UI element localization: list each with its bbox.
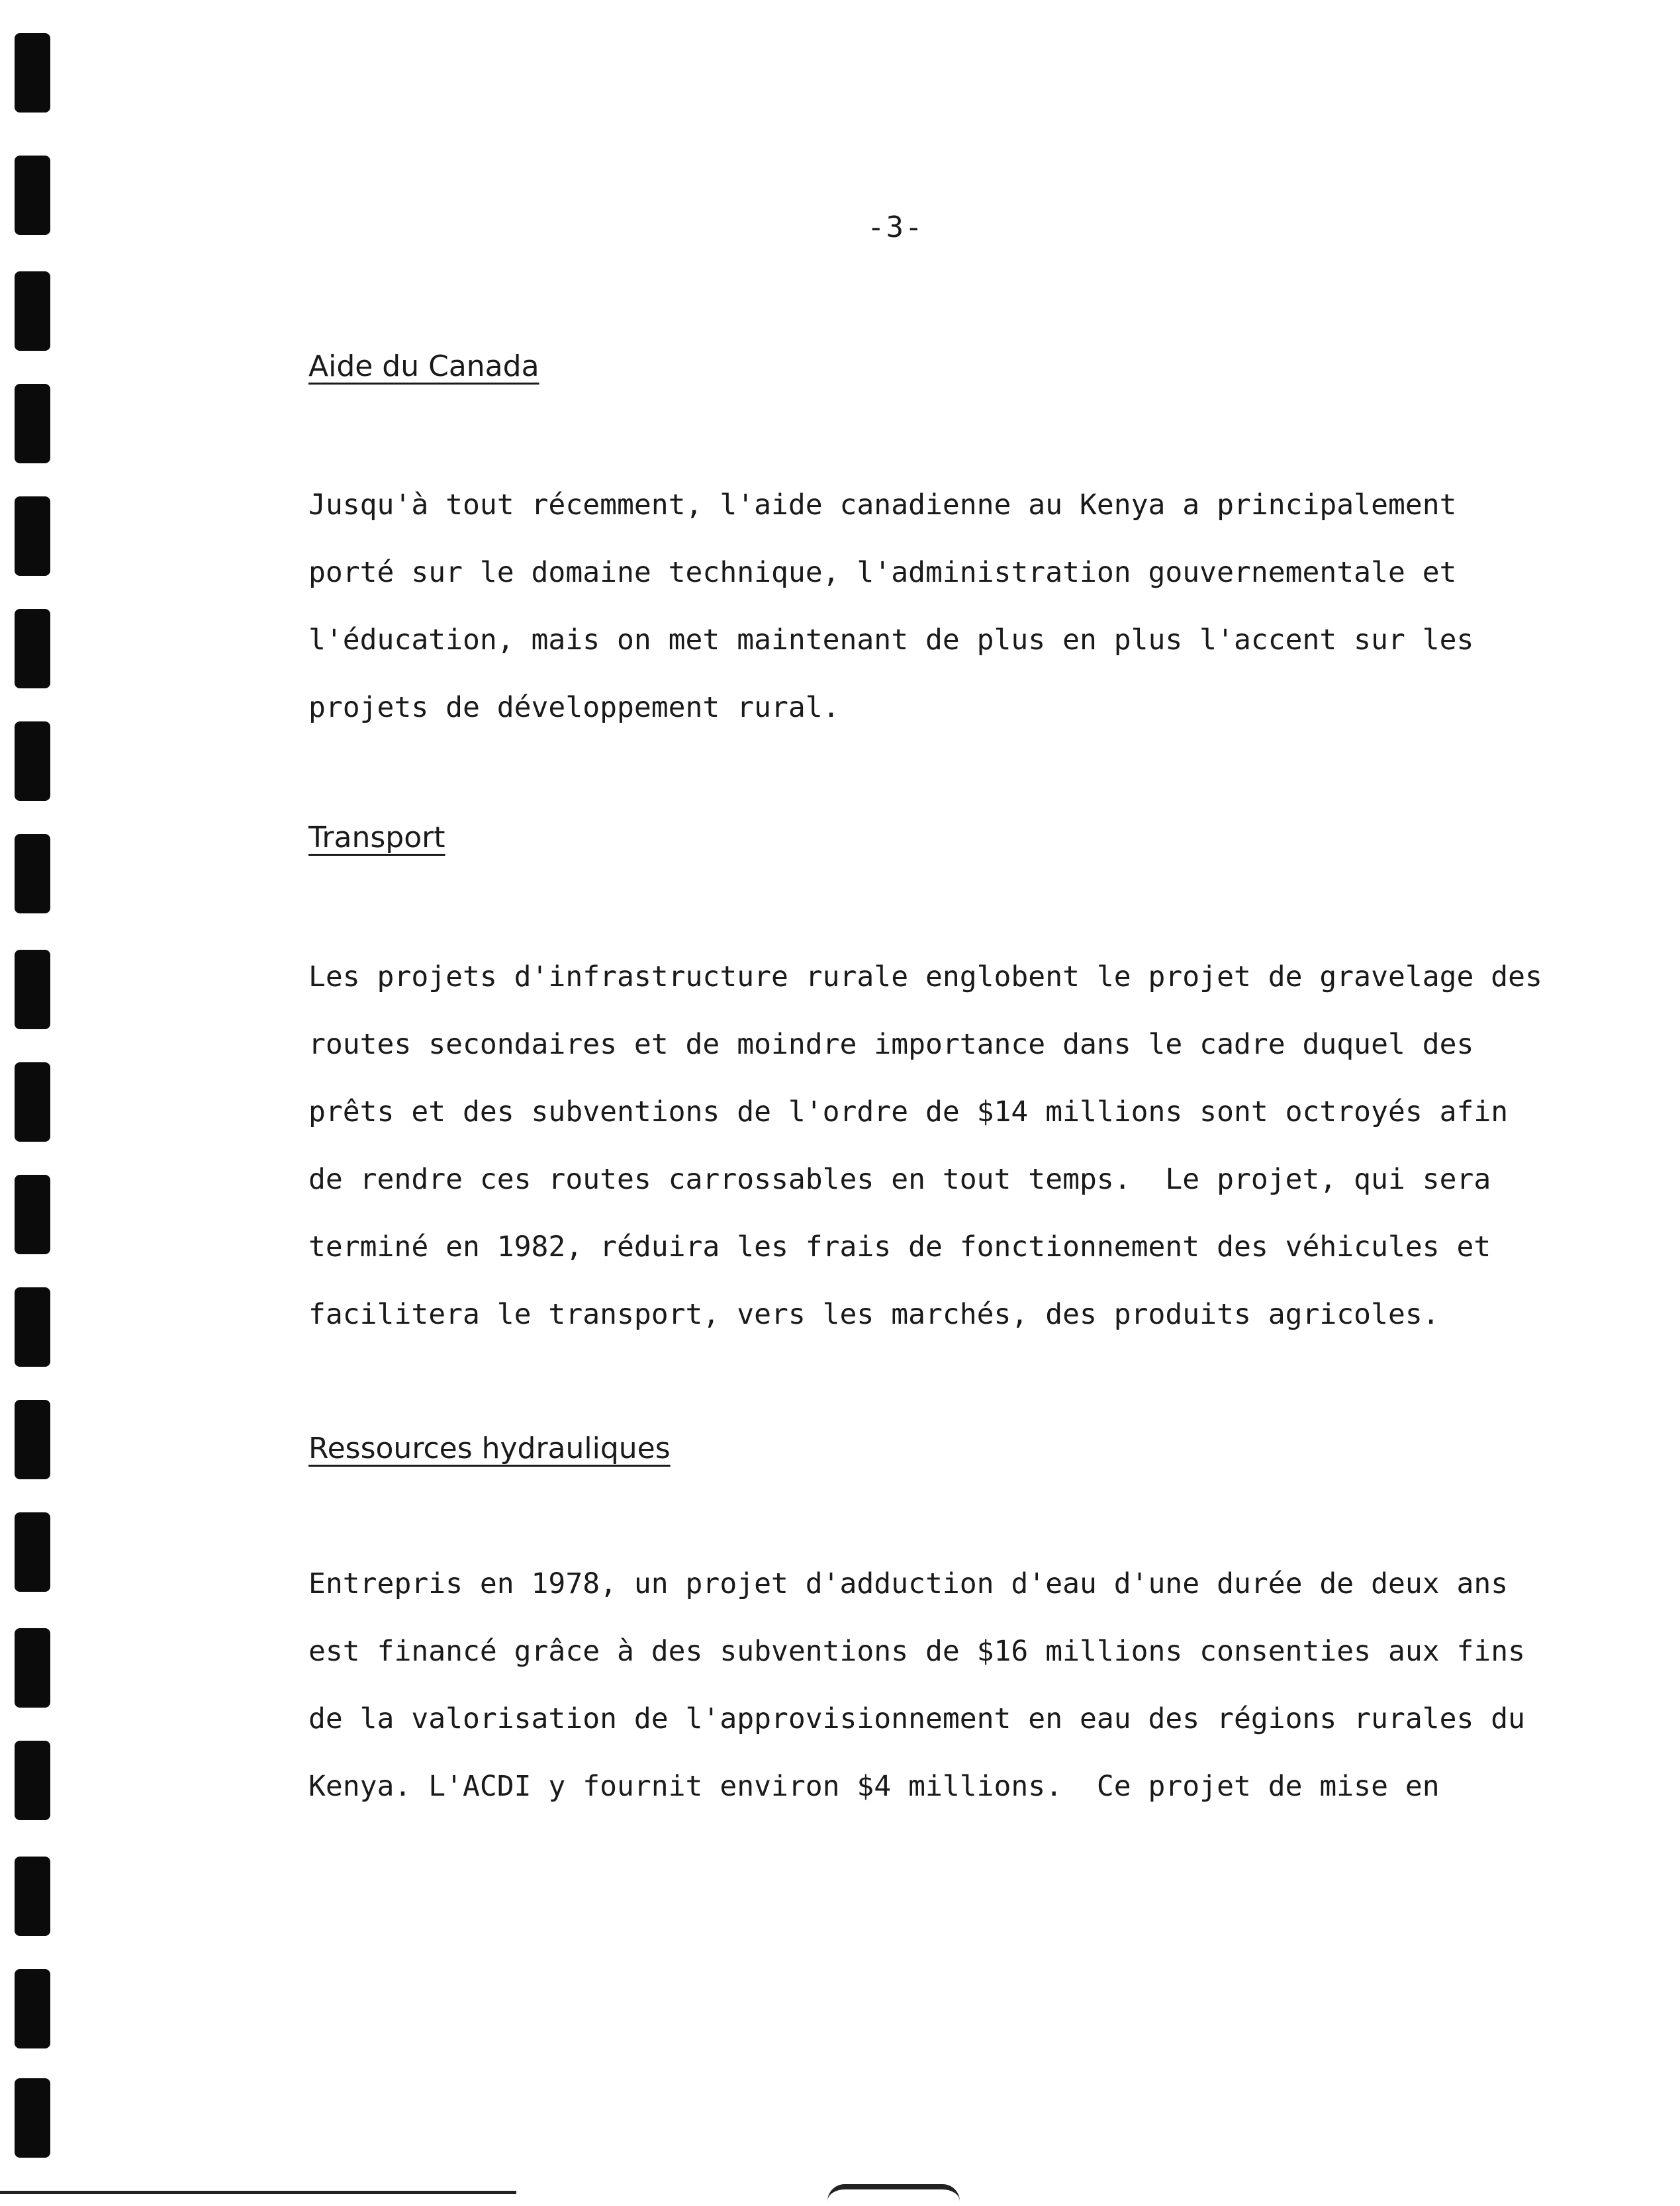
binding-block xyxy=(15,1857,50,1936)
binding-block xyxy=(15,384,50,463)
paragraph-line: projets de développement rural. xyxy=(308,691,840,724)
binding-strip xyxy=(15,33,52,2144)
binding-block xyxy=(15,33,50,113)
binding-block xyxy=(15,721,50,801)
binding-block xyxy=(15,950,50,1029)
binding-block xyxy=(15,1062,50,1142)
section-heading-aide-du-canada: Aide du Canada xyxy=(308,349,539,383)
paragraph-line: l'éducation, mais on met maintenant de plus en plus l'accent sur les xyxy=(308,623,1474,657)
paragraph-line: Kenya. L'ACDI y fournit environ $4 millions. Ce projet de mise en xyxy=(308,1770,1440,1803)
binding-block xyxy=(15,1628,50,1708)
bottom-edge-rule xyxy=(0,2191,516,2194)
paragraph-line: porté sur le domaine technique, l'administration gouvernementale et xyxy=(308,556,1457,589)
paragraph-line: Les projets d'infrastructure rurale englobent le projet de gravelage des xyxy=(308,960,1542,993)
paragraph-line: Jusqu'à tout récemment, l'aide canadienne au Kenya a principalement xyxy=(308,488,1457,522)
paragraph-aide-du-canada xyxy=(308,471,1526,741)
binding-block xyxy=(15,834,50,913)
paragraph-line: prêts et des subventions de l'ordre de $14 millions sont octroyés afin xyxy=(308,1095,1509,1128)
section-heading-ressources-hydrauliques: Ressources hydrauliques xyxy=(308,1432,671,1465)
binding-block xyxy=(15,1512,50,1592)
paragraph-ressources-hydrauliques xyxy=(308,1550,1526,1820)
binding-block xyxy=(15,496,50,576)
binding-block xyxy=(15,1175,50,1254)
paragraph-transport xyxy=(308,943,1542,1348)
paragraph-line: routes secondaires et de moindre importance dans le cadre duquel des xyxy=(308,1028,1474,1061)
binding-block xyxy=(15,271,50,351)
binding-block xyxy=(15,1400,50,1479)
section-heading-transport: Transport xyxy=(308,821,445,854)
binding-block xyxy=(15,2078,50,2158)
binding-block xyxy=(15,1287,50,1367)
paragraph-line: Entrepris en 1978, un projet d'adduction d'eau d'une durée de deux ans xyxy=(308,1567,1509,1600)
paragraph-line: terminé en 1982, réduira les frais de fonctionnement des véhicules et xyxy=(308,1230,1491,1264)
paragraph-line: facilitera le transport, vers les marchés, des produits agricoles. xyxy=(308,1298,1440,1331)
paragraph-line: est financé grâce à des subventions de $16 millions consenties aux fins xyxy=(308,1635,1526,1668)
binding-block xyxy=(15,156,50,235)
binding-block xyxy=(15,609,50,688)
binding-block xyxy=(15,1741,50,1820)
binding-block xyxy=(15,1969,50,2048)
bottom-edge-mark xyxy=(827,2184,960,2201)
page-number: -3- xyxy=(867,210,924,244)
paragraph-line: de la valorisation de l'approvisionnement en eau des régions rurales du xyxy=(308,1702,1526,1735)
paragraph-line: de rendre ces routes carrossables en tout temps. Le projet, qui sera xyxy=(308,1163,1491,1196)
